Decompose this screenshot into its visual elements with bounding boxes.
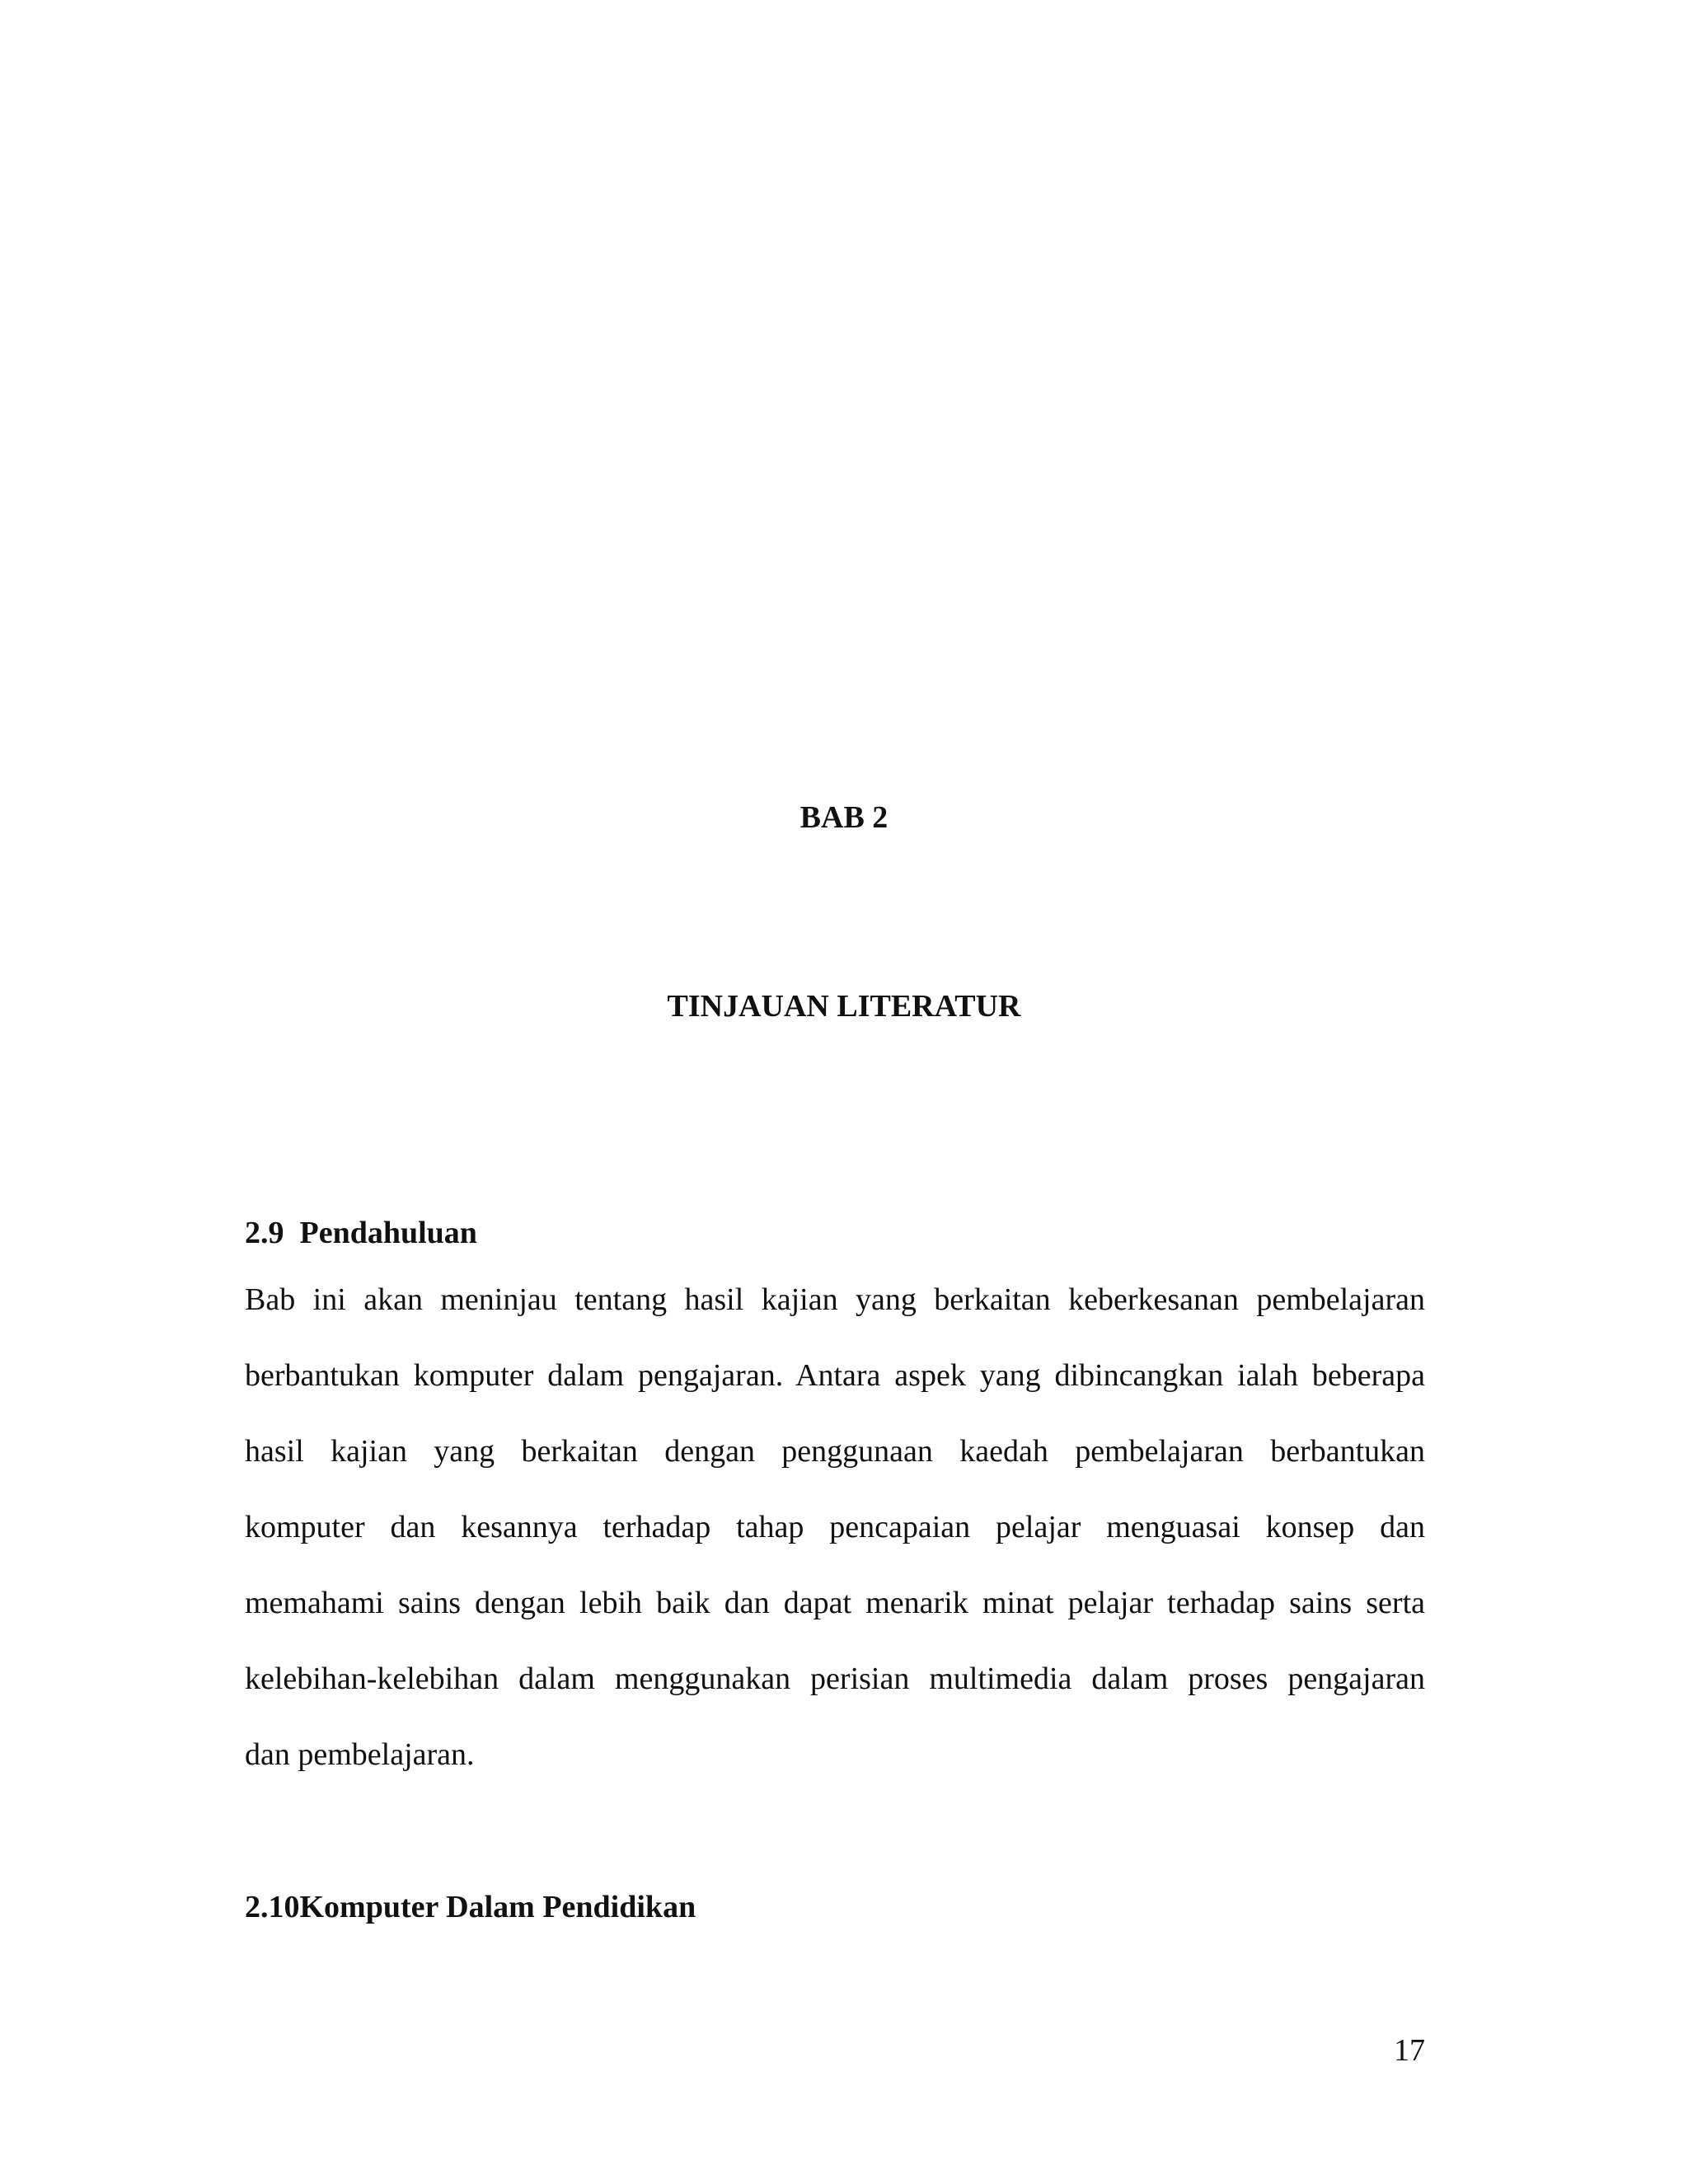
chapter-number: BAB 2 — [799, 800, 889, 835]
paragraph-line: memahami sains dengan lebih baik dan dapat menarik minat pelajar terhadap sains serta — [245, 1586, 1425, 1620]
section-heading-komputer: 2.10Komputer Dalam Pendidikan — [245, 1890, 696, 1924]
chapter-title: TINJAUAN LITERATUR — [667, 989, 1021, 1024]
paragraph-line: Bab ini akan meninjau tentang hasil kajian yang berkaitan keberkesanan pembelajaran — [245, 1282, 1425, 1317]
paragraph-line: hasil kajian yang berkaitan dengan penggunaan kaedah pembelajaran berbantukan — [245, 1434, 1425, 1469]
body-paragraph — [245, 1280, 1425, 1811]
section-heading-pendahuluan: 2.9 Pendahuluan — [245, 1216, 477, 1250]
page-number: 17 — [1394, 2033, 1425, 2068]
paragraph-line: dan pembelajaran. — [245, 1737, 475, 1772]
paragraph-line: berbantukan komputer dalam pengajaran. Antara aspek yang dibincangkan ialah beberapa — [245, 1358, 1425, 1393]
paragraph-line: kelebihan-kelebihan dalam menggunakan perisian multimedia dalam proses pengajaran — [245, 1661, 1425, 1696]
paragraph-line: komputer dan kesannya terhadap tahap pencapaian pelajar menguasai konsep dan — [245, 1510, 1425, 1544]
